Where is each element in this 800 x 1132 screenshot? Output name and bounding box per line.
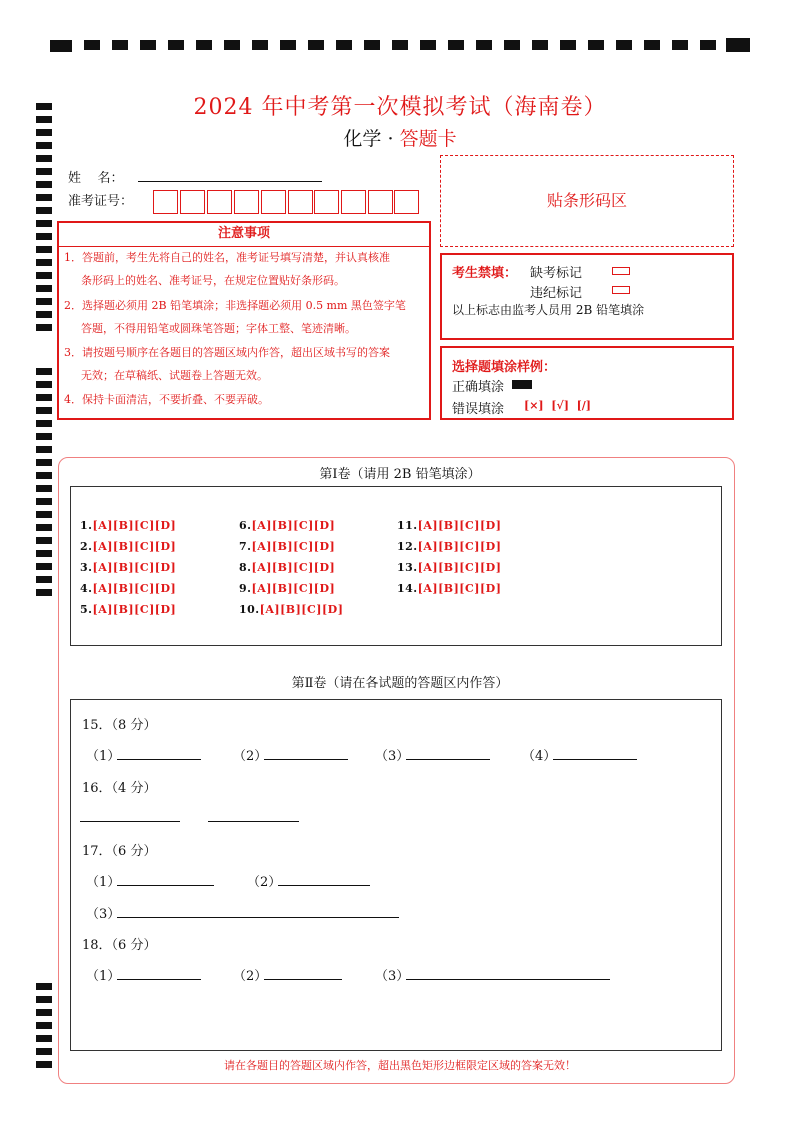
mc-question[interactable]: 13.[A][B][C][D] <box>397 561 502 574</box>
absent-label: 缺考标记 <box>530 266 583 281</box>
answer-line[interactable] <box>208 821 299 822</box>
answer-line[interactable] <box>117 917 399 918</box>
name-field[interactable] <box>138 181 322 182</box>
part-label: （1） <box>86 749 121 764</box>
answer-line[interactable] <box>117 979 201 980</box>
part-label: （1） <box>86 875 121 890</box>
subject-label: 化学 <box>343 128 382 150</box>
separator: · <box>387 128 394 150</box>
page-title: 2024 年中考第一次模拟考试（海南卷） <box>193 95 607 120</box>
footer-warning: 请在各题目的答题区域内作答，超出黑色矩形边框限定区域的答案无效！ <box>224 1059 576 1072</box>
question-18-label: 18．（6 分） <box>82 938 157 953</box>
violation-mark-box[interactable] <box>612 286 630 294</box>
part-label: （1） <box>86 969 121 984</box>
answer-line[interactable] <box>406 979 610 980</box>
mc-question[interactable]: 5.[A][B][C][D] <box>80 603 177 616</box>
mc-question[interactable]: 4.[A][B][C][D] <box>80 582 177 595</box>
notice-item: 答题，不得用铅笔或圆珠笔答题；字体工整、笔迹清晰。 <box>81 322 356 335</box>
mc-question[interactable]: 11.[A][B][C][D] <box>397 519 502 532</box>
correct-fill-sample <box>512 380 532 389</box>
notice-item: 无效；在草稿纸、试题卷上答题无效。 <box>81 369 268 382</box>
notice-box <box>57 221 431 420</box>
barcode-label: 贴条形码区 <box>546 191 627 210</box>
part-label: （2） <box>247 875 282 890</box>
notice-item: 3．请按题号顺序在各题目的答题区域内作答，超出区域书写的答案 <box>64 346 390 359</box>
mc-question[interactable]: 2.[A][B][C][D] <box>80 540 177 553</box>
mc-question[interactable]: 14.[A][B][C][D] <box>397 582 502 595</box>
wrong-fill-samples: [×] [√] [/] <box>524 399 592 412</box>
question-17-label: 17．（6 分） <box>82 844 157 859</box>
violation-label: 违纪标记 <box>530 286 583 301</box>
barcode-area <box>440 155 734 247</box>
section2-title: 第Ⅱ卷（请在各试题的答题区内作答） <box>291 676 509 691</box>
part-label: （3） <box>375 969 410 984</box>
sample-title: 选择题填涂样例： <box>452 360 557 375</box>
part-label: （2） <box>233 749 268 764</box>
forbidden-title: 考生禁填： <box>452 266 518 281</box>
question-16-label: 16．（4 分） <box>82 781 157 796</box>
mc-question[interactable]: 8.[A][B][C][D] <box>239 561 336 574</box>
notice-item: 2．选择题必须用 2B 铅笔填涂；非选择题必须用 0.5 mm 黑色签字笔 <box>64 299 406 312</box>
part-label: （4） <box>522 749 557 764</box>
mc-question[interactable]: 1.[A][B][C][D] <box>80 519 177 532</box>
forbidden-note: 以上标志由监考人员用 2B 铅笔填涂 <box>452 303 645 317</box>
answer-line[interactable] <box>117 759 201 760</box>
wrong-label: 错误填涂 <box>452 402 505 417</box>
mc-question[interactable]: 7.[A][B][C][D] <box>239 540 336 553</box>
notice-title: 注意事项 <box>59 223 429 247</box>
mc-question[interactable]: 10.[A][B][C][D] <box>239 603 344 616</box>
answer-line[interactable] <box>264 979 342 980</box>
absent-mark-box[interactable] <box>612 267 630 275</box>
question-15-label: 15．（8 分） <box>82 718 157 733</box>
mc-question[interactable]: 3.[A][B][C][D] <box>80 561 177 574</box>
notice-item: 4．保持卡面清洁，不要折叠、不要弄破。 <box>64 393 269 406</box>
examiner-only-box <box>440 253 734 340</box>
answer-line[interactable] <box>117 885 214 886</box>
answer-line[interactable] <box>553 759 637 760</box>
page-subtitle <box>0 124 800 151</box>
card-label: 答题卡 <box>399 128 457 150</box>
answer-line[interactable] <box>80 821 180 822</box>
answer-line[interactable] <box>264 759 348 760</box>
mc-question[interactable]: 12.[A][B][C][D] <box>397 540 502 553</box>
section1-title: 第Ⅰ卷（请用 2B 铅笔填涂） <box>319 467 481 482</box>
mc-question[interactable]: 9.[A][B][C][D] <box>239 582 336 595</box>
part-label: （3） <box>86 907 121 922</box>
notice-item: 1．答题前，考生先将自己的姓名，准考证号填写清楚，并认真核准 <box>64 251 390 264</box>
fill-sample-box <box>440 346 734 420</box>
name-label: 姓 名： <box>68 171 124 186</box>
part-label: （2） <box>233 969 268 984</box>
answer-line[interactable] <box>278 885 370 886</box>
mc-question[interactable]: 6.[A][B][C][D] <box>239 519 336 532</box>
notice-item: 条形码上的姓名、准考证号，在规定位置贴好条形码。 <box>81 274 345 287</box>
correct-label: 正确填涂 <box>452 380 505 395</box>
part-label: （3） <box>375 749 410 764</box>
id-label: 准考证号： <box>68 194 134 209</box>
answer-line[interactable] <box>406 759 490 760</box>
